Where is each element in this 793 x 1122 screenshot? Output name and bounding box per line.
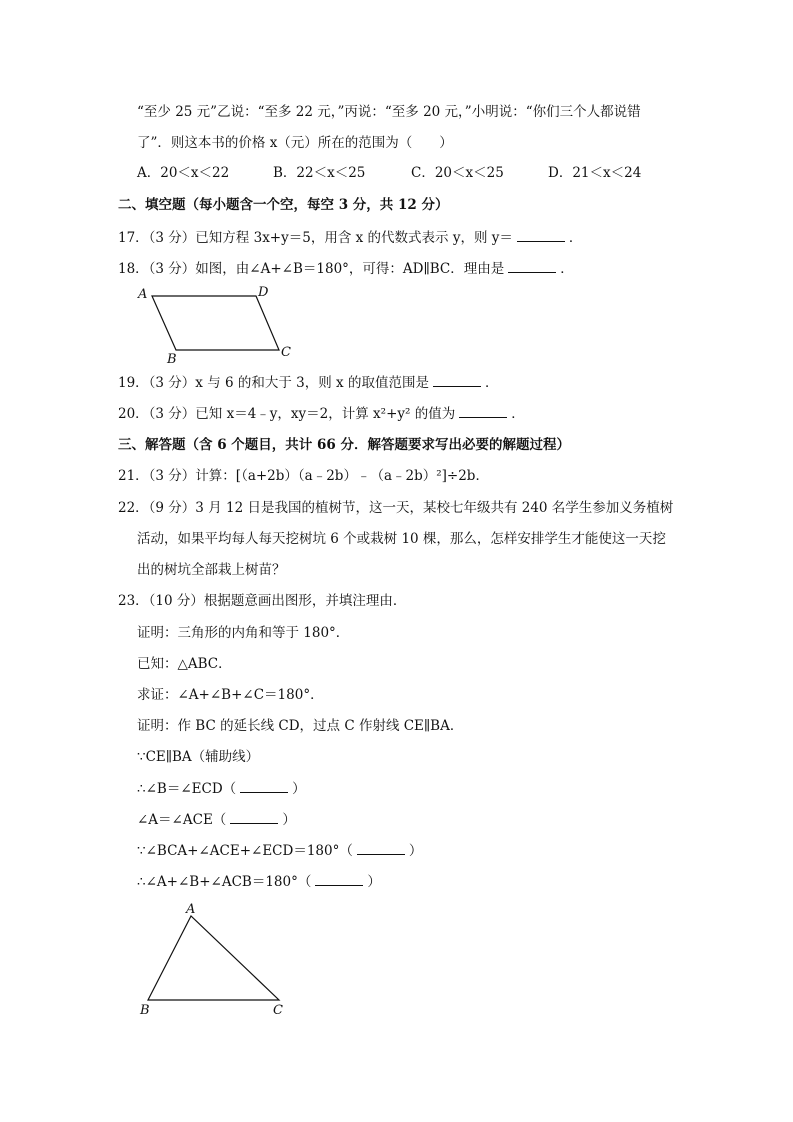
- q23-step-1: ∵CE∥BA（辅助线）: [137, 749, 260, 765]
- reason-blank-4[interactable]: [315, 872, 363, 886]
- q23-step-3: [137, 810, 296, 829]
- q23-step-4-close: ）: [408, 843, 423, 859]
- q16-option-c: C．20＜x＜25: [411, 165, 504, 181]
- q23-step-4: [137, 841, 422, 860]
- question-20: [118, 404, 525, 423]
- q16-option-a: A．20＜x＜22: [137, 165, 230, 181]
- q23-step-5: [137, 872, 381, 891]
- question-21: 21．（3 分）计算：[（a+2b）（a﹣2b）﹣（a﹣2b）²]÷2b．: [118, 468, 489, 484]
- reason-blank-1[interactable]: [240, 779, 288, 793]
- figure-label-c: C: [281, 345, 291, 360]
- answer-blank-18[interactable]: [508, 259, 556, 273]
- question-22-line-3: 出的树坑全部栽上树苗？: [137, 562, 286, 578]
- q23-step-3-text: ∠A＝∠ACE（: [137, 812, 227, 828]
- figure-label-d: D: [258, 285, 269, 300]
- section-3-heading: 三、解答题（含 6 个题目，共计 66 分．解答题要求写出必要的解题过程）: [118, 437, 570, 453]
- section-2-heading: 二、填空题（每小题含一个空，每空 3 分，共 12 分）: [118, 197, 449, 213]
- q23-step-2: [137, 779, 306, 798]
- question-17-end: ．: [568, 230, 583, 246]
- triangle-label-b: B: [140, 1003, 150, 1018]
- triangle-label-c: C: [273, 1003, 283, 1018]
- question-17: [118, 228, 582, 247]
- question-17-text: 17．（3 分）已知方程 3x+y＝5，用含 x 的代数式表示 y，则 y＝: [118, 230, 513, 246]
- q23-step-4-text: ∵∠BCA+∠ACE+∠ECD＝180°（: [137, 843, 353, 859]
- question-18: [118, 259, 574, 278]
- q16-option-b: B．22＜x＜25: [273, 165, 366, 181]
- q23-step-2-close: ）: [292, 781, 306, 797]
- question-19-text: 19．（3 分）x 与 6 的和大于 3，则 x 的取值范围是: [118, 375, 429, 391]
- question-23: 23．（10 分）根据题意画出图形，并填注理由．: [118, 593, 407, 609]
- question-20-text: 20．（3 分）已知 x＝4﹣y，xy＝2，计算 x²+y² 的值为: [118, 406, 456, 422]
- q16-continuation-line-1: “至少 25 元”乙说：“至多 22 元，”丙说：“至多 20 元，”小明说：“你们三个人都说错: [137, 104, 641, 120]
- answer-blank-20[interactable]: [459, 404, 507, 418]
- q23-given: 已知：△ABC．: [137, 656, 232, 672]
- q23-step-5-close: ）: [367, 874, 381, 890]
- q23-step-3-close: ）: [282, 812, 296, 828]
- q23-step-5-text: ∴∠A+∠B+∠ACB＝180°（: [137, 874, 312, 890]
- triangle-label-a: A: [186, 902, 196, 917]
- answer-blank-19[interactable]: [433, 373, 481, 387]
- q23-to-prove: 求证：∠A+∠B+∠C＝180°．: [137, 687, 324, 703]
- parallelogram-shape: [152, 296, 279, 350]
- question-19: [118, 373, 498, 392]
- question-20-end: ．: [511, 406, 525, 422]
- answer-blank-17[interactable]: [517, 228, 565, 242]
- question-22-line-1: 22．（9 分）3 月 12 日是我国的植树节，这一天，某校七年级共有 240 名学生参加义务植树: [118, 500, 674, 516]
- question-22-line-2: 活动，如果平均每人每天挖树坑 6 个或栽树 10 棵，那么，怎样安排学生才能使这一天挖: [137, 531, 666, 547]
- question-18-end: ．: [560, 261, 574, 277]
- q16-option-d: D．21＜x＜24: [548, 165, 642, 181]
- reason-blank-2[interactable]: [230, 810, 278, 824]
- q23-construction: 证明：作 BC 的延长线 CD，过点 C 作射线 CE∥BA．: [137, 718, 464, 734]
- triangle-figure: [135, 900, 295, 1022]
- parallelogram-figure: [130, 282, 300, 364]
- q16-continuation-line-2: 了”．则这本书的价格 x（元）所在的范围为（ ）: [137, 135, 453, 151]
- reason-blank-3[interactable]: [357, 841, 405, 855]
- triangle-shape: [148, 916, 279, 1000]
- q23-proof-title: 证明：三角形的内角和等于 180°．: [137, 625, 350, 641]
- question-18-text: 18．（3 分）如图，由∠A+∠B＝180°，可得：AD∥BC．理由是: [118, 261, 505, 277]
- question-19-end: ．: [484, 375, 499, 391]
- q23-step-2-text: ∴∠B＝∠ECD（: [137, 781, 237, 797]
- figure-label-b: B: [167, 352, 177, 364]
- figure-label-a: A: [138, 287, 148, 302]
